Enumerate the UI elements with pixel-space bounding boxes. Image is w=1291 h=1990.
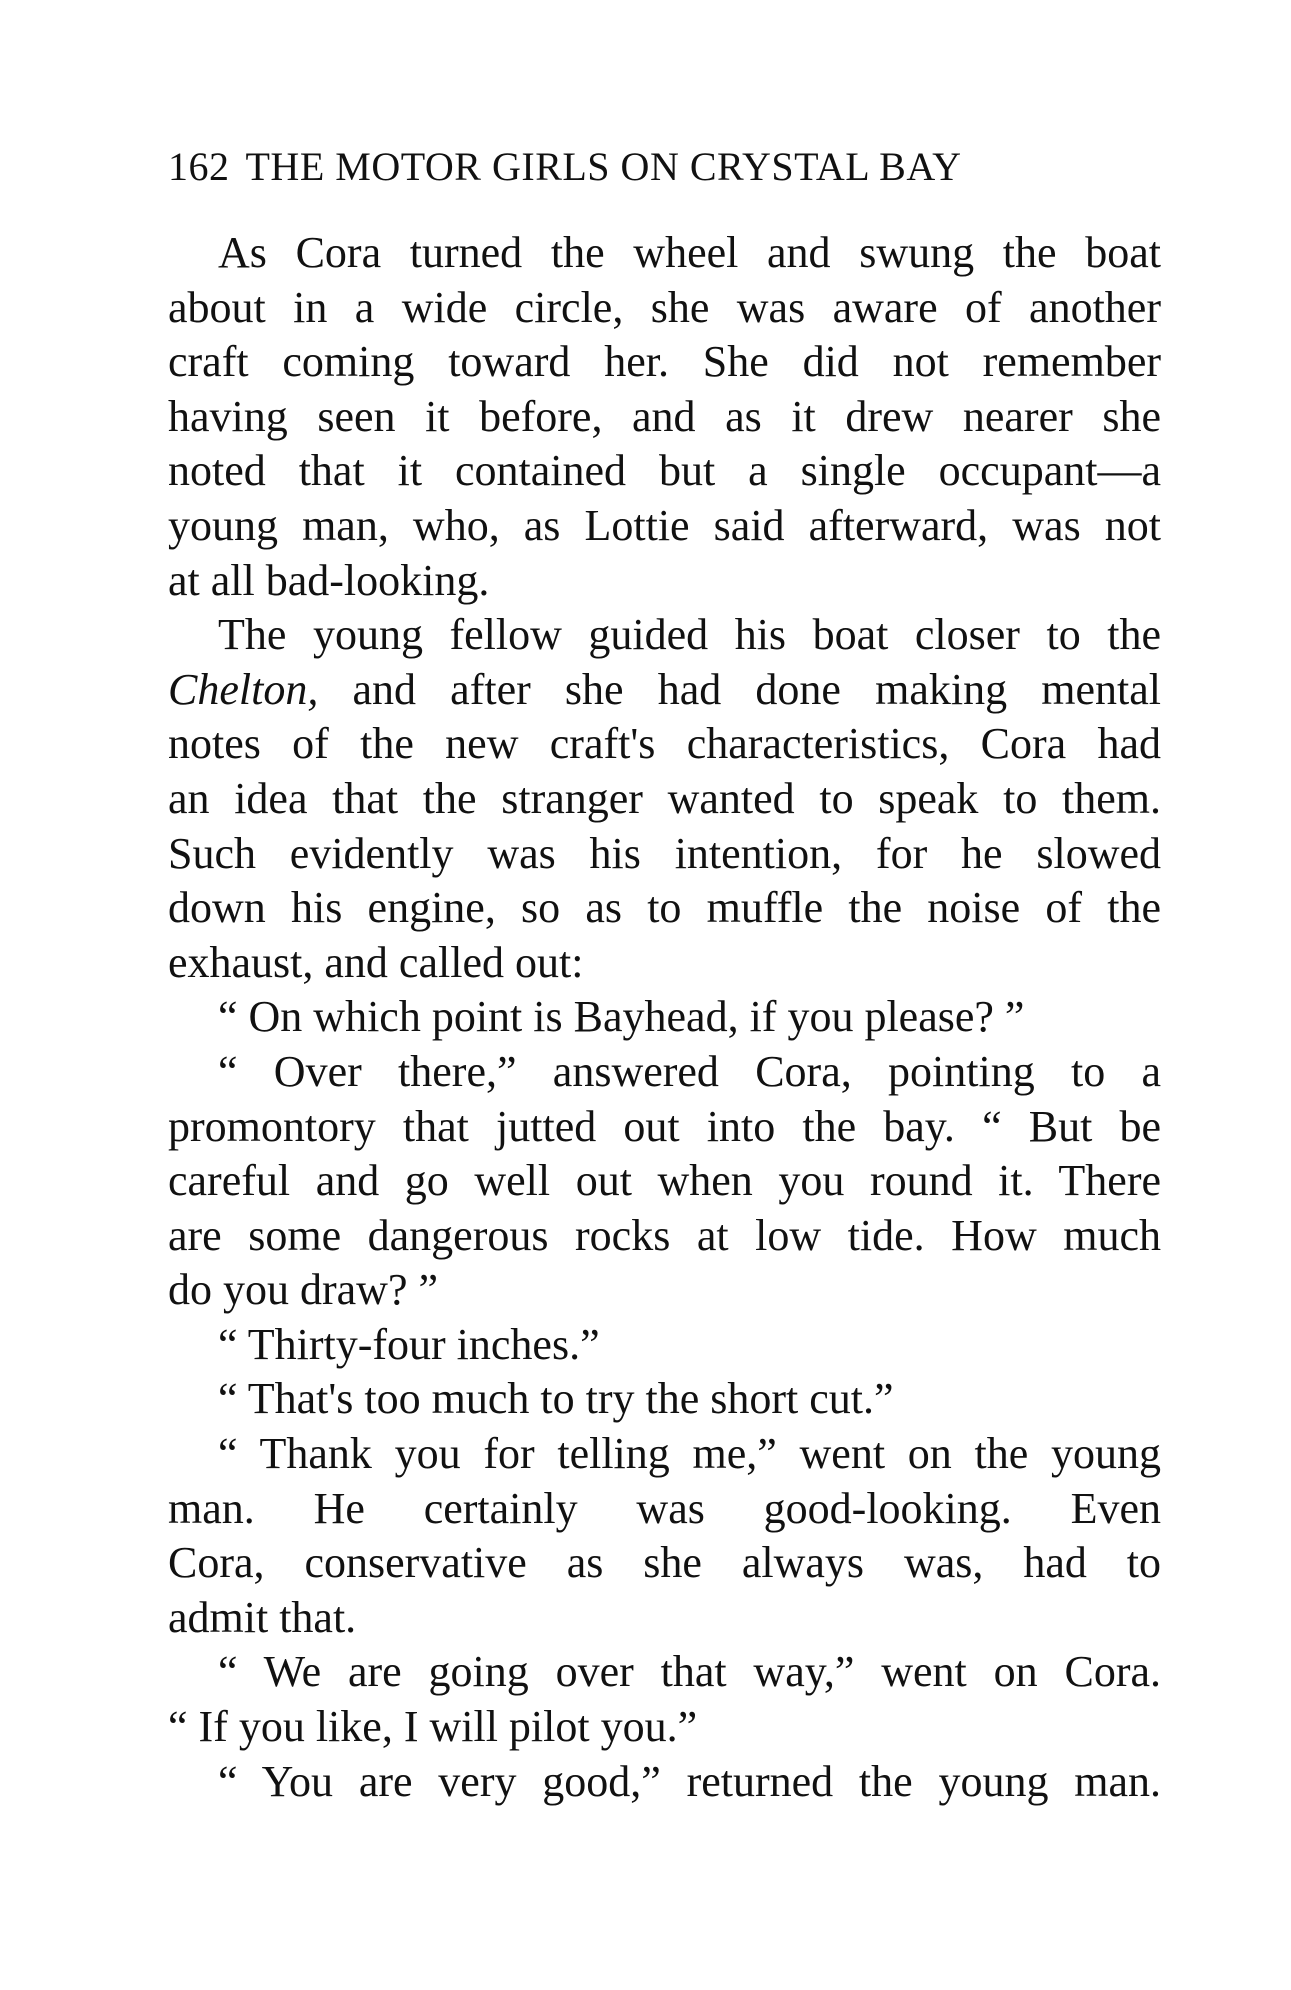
text-line: young man, who, as Lottie said afterward, was not [168,500,1161,550]
text-line: “ We are going over that way,” went on Cora. [218,1647,1161,1697]
text-line: The young fellow guided his boat closer to the [218,610,1161,660]
text-line: having seen it before, and as it drew nearer she [168,391,1161,441]
text-line: are some dangerous rocks at low tide. How much [168,1210,1161,1260]
text-line-rest: and after she had done making mental [318,664,1161,714]
text-line: promontory that jutted out into the bay. “ But be [168,1101,1161,1151]
text-line: Cora, conservative as she always was, had to [168,1538,1161,1588]
text-line: admit that. [168,1592,357,1642]
page-header [168,142,1128,192]
text-line: about in a wide circle, she was aware of another [168,282,1161,332]
text-line: “ That's too much to try the short cut.” [218,1374,894,1424]
text-line: As Cora turned the wheel and swung the boat [218,228,1161,277]
boat-name: Chelton, [168,664,319,714]
text-line: at all bad-looking. [168,555,490,605]
text-line: do you draw? ” [168,1265,439,1315]
text-line: noted that it contained but a single occupant—a [168,446,1161,496]
text-line: “ Thirty-four inches.” [218,1319,600,1369]
page-number: 162 [168,144,230,189]
text-line: “ Thank you for telling me,” went on the young [218,1429,1161,1479]
text-line: man. He certainly was good-looking. Even [168,1483,1161,1533]
text-line: notes of the new craft's characteristics, Cora had [168,719,1161,769]
text-line: craft coming toward her. She did not remember [168,337,1161,387]
text-line: “ You are very good,” returned the young man. [218,1756,1161,1806]
text-line: exhaust, and called out: [168,937,584,987]
body-text [168,226,1161,1809]
text-line: Such evidently was his intention, for he slowed [168,828,1161,878]
text-line: “ Over there,” answered Cora, pointing to a [218,1046,1161,1096]
text-line: down his engine, so as to muffle the noise of the [168,883,1161,933]
text-line: careful and go well out when you round it. There [168,1156,1161,1206]
running-title: THE MOTOR GIRLS ON CRYSTAL BAY [245,144,962,189]
text-line [168,663,1161,718]
text-line: an idea that the stranger wanted to speak to them. [168,773,1161,823]
text-line: “ On which point is Bayhead, if you please? ” [218,992,1025,1042]
text-line: “ If you like, I will pilot you.” [168,1702,698,1752]
